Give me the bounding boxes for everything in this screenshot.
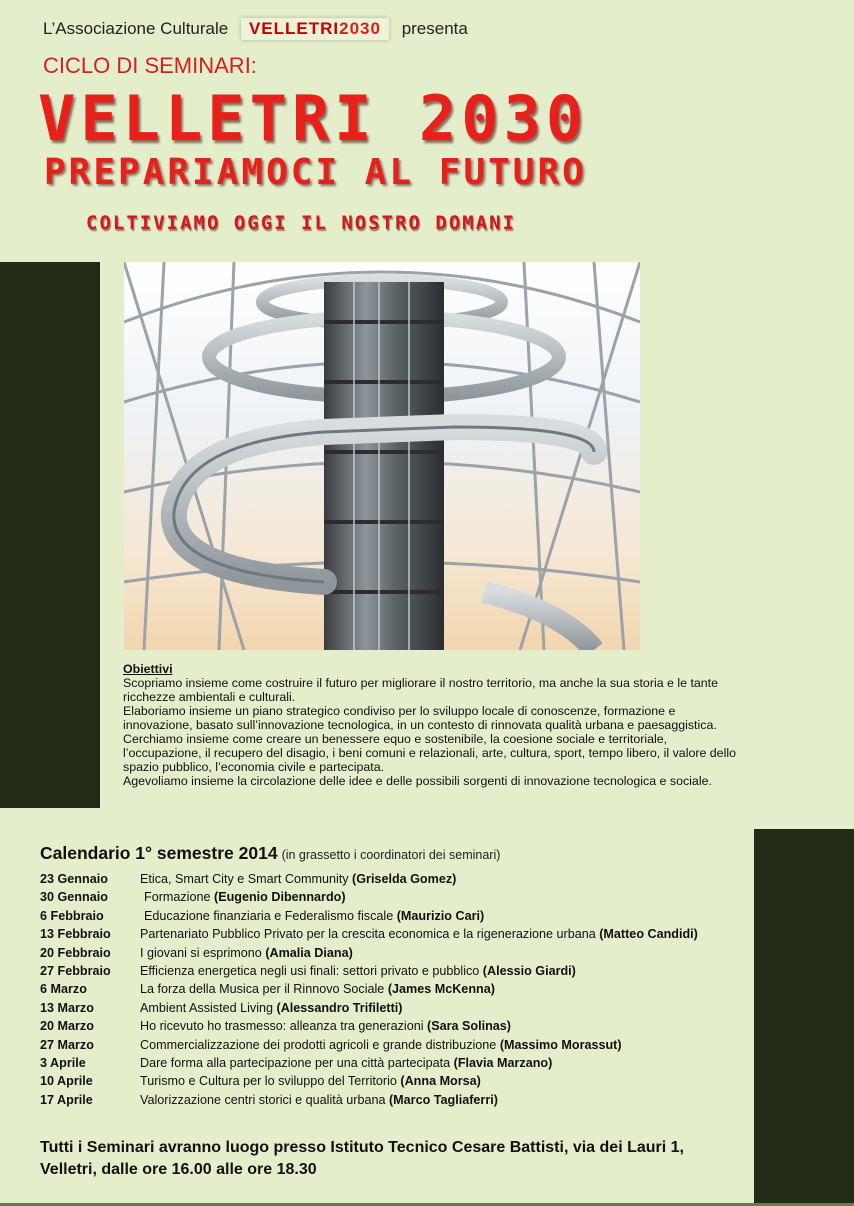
seminar-date: 6 Febbraio <box>40 908 104 923</box>
seminar-title: Ambient Assisted Living <box>140 1000 274 1015</box>
seminar-topic <box>140 982 495 996</box>
seminar-calendar <box>40 872 740 1111</box>
seminar-date: 17 Aprile <box>40 1092 93 1107</box>
seminar-topic <box>140 1001 402 1015</box>
seminar-topic <box>140 964 576 978</box>
venue-line-2: Velletri, dalle ore 16.00 alle ore 18.30 <box>40 1161 317 1178</box>
calendar-row <box>40 890 740 908</box>
seminar-coordinator: (Maurizio Cari) <box>396 908 485 923</box>
calendar-row <box>40 1093 740 1111</box>
seminar-title: Educazione finanziaria e Federalismo fiscale <box>144 908 394 923</box>
seminar-date: 10 Aprile <box>40 1074 93 1089</box>
seminar-coordinator: (Eugenio Dibennardo) <box>214 890 346 905</box>
seminar-date: 13 Marzo <box>40 1000 94 1015</box>
calendar-row <box>40 1038 740 1056</box>
seminar-date: 30 Gennaio <box>40 890 108 905</box>
calendar-row <box>40 909 740 927</box>
venue-footer <box>40 1137 740 1181</box>
main-title: VELLETRI 2030 <box>38 82 589 155</box>
seminar-date: 13 Febbraio <box>40 927 111 942</box>
seminar-title: Formazione <box>144 890 211 905</box>
calendar-heading <box>40 843 500 864</box>
seminar-coordinator: (James McKenna) <box>387 982 495 997</box>
seminar-title: Valorizzazione centri storici e qualità urbana <box>140 1092 386 1107</box>
calendar-row <box>40 946 740 964</box>
calendar-row <box>40 964 740 982</box>
presenter-prefix: L’Associazione Culturale <box>43 19 229 38</box>
seminar-topic <box>144 909 484 923</box>
seminar-date: 20 Marzo <box>40 1019 94 1034</box>
calendar-note: (in grassetto i coordinatori dei seminari) <box>281 848 501 862</box>
seminar-title: I giovani si esprimono <box>140 945 262 960</box>
calendar-row <box>40 1056 740 1074</box>
seminar-topic <box>140 1019 511 1033</box>
seminar-title: Turismo e Cultura per lo sviluppo del Territorio <box>140 1074 397 1089</box>
seminar-date: 20 Febbraio <box>40 945 111 960</box>
seminar-title: Ho ricevuto ho trasmesso: alleanza tra generazioni <box>140 1019 424 1034</box>
right-dark-band <box>754 829 854 1206</box>
seminar-topic <box>140 1093 498 1107</box>
seminar-coordinator: (Sara Solinas) <box>427 1019 512 1034</box>
seminar-topic <box>140 1074 481 1088</box>
objectives-section <box>123 662 743 788</box>
seminar-topic <box>140 927 698 941</box>
venue-line-1: Tutti i Seminari avranno luogo presso Istituto Tecnico Cesare Battisti, via dei Lauri 1, <box>40 1139 684 1156</box>
calendar-row <box>40 1019 740 1037</box>
seminar-topic <box>140 946 353 960</box>
calendar-row <box>40 1001 740 1019</box>
seminar-coordinator: (Marco Tagliaferri) <box>388 1092 498 1107</box>
seminar-date: 27 Marzo <box>40 1037 94 1052</box>
seminar-date: 6 Marzo <box>40 982 87 997</box>
seminar-coordinator: (Amalia Diana) <box>265 945 353 960</box>
seminar-topic <box>144 890 346 904</box>
seminar-coordinator: (Matteo Candidi) <box>599 927 698 942</box>
cycle-label: CICLO DI SEMINARI: <box>43 53 257 78</box>
calendar-row <box>40 982 740 1000</box>
seminar-title: Commercializzazione dei prodotti agricoli e grande distribuzione <box>140 1037 497 1052</box>
seminar-coordinator: (Griselda Gomez) <box>352 872 457 886</box>
seminar-title: Etica, Smart City e Smart Community <box>140 872 349 886</box>
seminar-coordinator: (Anna Morsa) <box>400 1074 481 1089</box>
seminar-date: 3 Aprile <box>40 1055 86 1070</box>
brand-text: VELLETRI <box>248 19 340 38</box>
seminar-title: Partenariato Pubblico Privato per la crescita economica e la rigenerazione urbana <box>140 927 596 942</box>
seminar-title: Dare forma alla partecipazione per una città partecipata <box>140 1055 451 1070</box>
brand-number: 2030 <box>339 19 381 38</box>
objectives-title: Obiettivi <box>123 662 173 676</box>
objective-paragraph: Elaboriamo insieme un piano strategico condiviso per lo sviluppo locale di conoscenze, formazione e innovazione, basato sull’innovazione tecnologica, in un contesto di rinnovata qualità urbana e paesaggistica. <box>123 704 717 732</box>
seminar-coordinator: (Alessandro Trifiletti) <box>276 1000 403 1015</box>
seminar-date: 27 Febbraio <box>40 963 111 978</box>
left-dark-band <box>0 262 100 808</box>
objective-paragraph: Cerchiamo insieme come creare un benessere equo e sostenibile, la coesione sociale e territoriale, l’occupazione, il recupero del disagio, i beni comuni e relazionali, arte, cultura, sport, tempo libero, il valore dello spazio pubblico, l’economia civile e partecipata. <box>123 732 736 774</box>
brand-logo <box>241 18 389 40</box>
seminar-coordinator: (Alessio Giardi) <box>482 963 576 978</box>
seminar-coordinator: (Flavia Marzano) <box>453 1055 553 1070</box>
calendar-row <box>40 927 740 945</box>
presenter-line <box>43 18 468 40</box>
calendar-title: Calendario 1° semestre 2014 <box>40 843 278 863</box>
seminar-title: La forza della Musica per il Rinnovo Sociale <box>140 982 385 997</box>
calendar-row <box>40 1074 740 1092</box>
seminar-topic <box>140 1038 622 1052</box>
seminar-topic <box>140 872 456 886</box>
tower-illustration <box>124 262 640 650</box>
seminar-date: 23 Gennaio <box>40 872 108 886</box>
seminar-title: Efficienza energetica negli usi finali: settori privato e pubblico <box>140 963 480 978</box>
tagline: COLTIVIAMO OGGI IL NOSTRO DOMANI <box>86 212 517 234</box>
objective-paragraph: Scopriamo insieme come costruire il futuro per migliorare il nostro territorio, ma anche la sua storia e le tante ricchezze ambientali e culturali. <box>123 676 719 704</box>
calendar-row <box>40 872 740 890</box>
subtitle: PREPARIAMOCI AL FUTURO <box>44 152 587 193</box>
objective-paragraph: Agevoliamo insieme la circolazione delle idee e delle possibili sorgenti di innovazione tecnologica e sociale. <box>123 774 712 788</box>
spiral-tower-icon <box>124 262 640 650</box>
presenter-suffix: presenta <box>401 19 468 38</box>
seminar-topic <box>140 1056 552 1070</box>
seminar-coordinator: (Massimo Morassut) <box>499 1037 622 1052</box>
